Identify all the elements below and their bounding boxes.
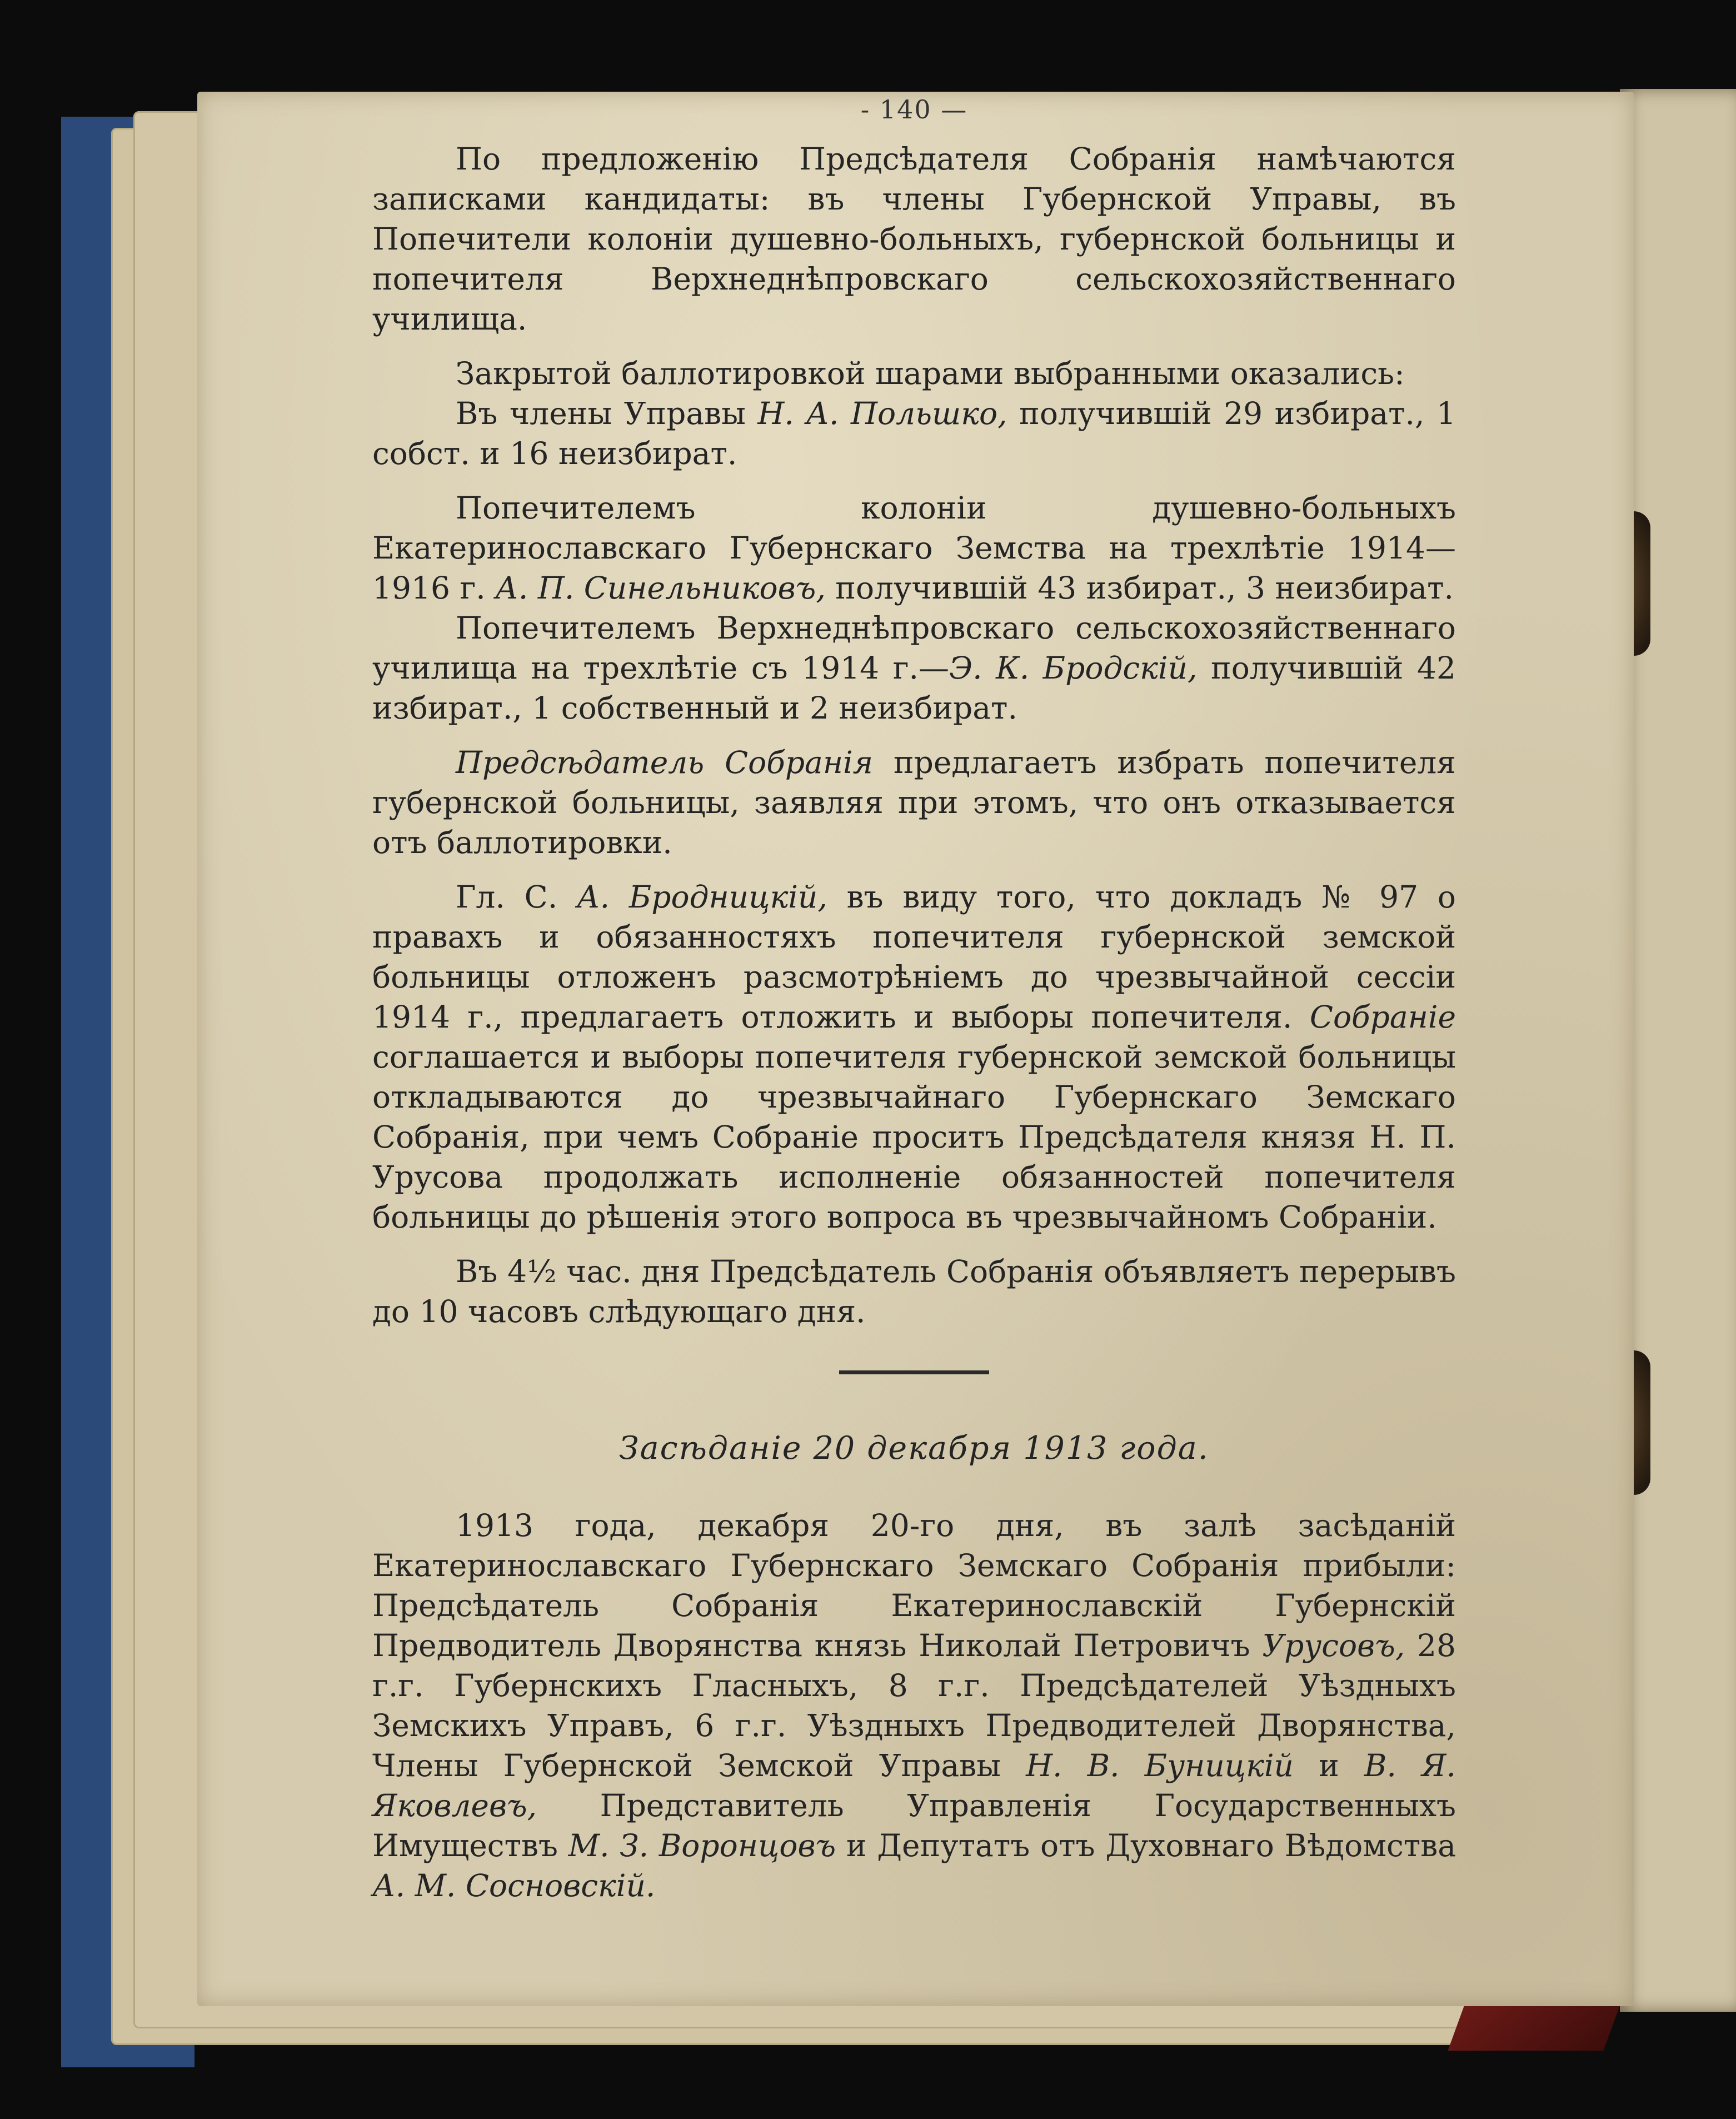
italic-name: Э. К. Бродскій,: [949, 650, 1198, 686]
italic-name: Собраніе: [1309, 999, 1456, 1035]
text-segment: Гл. С.: [456, 879, 577, 915]
italic-name: Урусовъ,: [1262, 1628, 1405, 1663]
paragraph: [372, 488, 1456, 608]
text-segment: Закрытой баллотировкой шарами выбранными оказались:: [456, 356, 1405, 391]
text-segment: предлагаетъ избрать попечителя губернской больницы, заявляя при этомъ, что онъ отказывается отъ баллотировки.: [372, 745, 1456, 860]
paragraph: [372, 608, 1456, 728]
final-paragraph-container: [372, 1505, 1456, 1906]
italic-name: А. П. Синельниковъ,: [495, 570, 826, 606]
text-segment: 1913 года, декабря 20-го дня, въ залѣ засѣданій Екатеринославскаго Губернскаго Земскаго Собранія прибыли: Предсѣдатель Собранія Екатеринославскій Губернскій Предводитель Дворянства князь Николай Петровичъ: [372, 1508, 1456, 1663]
text-segment: получившій 42 избират., 1 собственный и 2 неизбират.: [372, 650, 1456, 726]
italic-name: Предсѣдатель Собранія: [456, 745, 874, 780]
italic-name: А. М. Сосновскій.: [372, 1868, 656, 1903]
paragraph: [372, 1252, 1456, 1332]
text-segment: 28 г.г. Губернскихъ Гласныхъ, 8 г.г. Предсѣдателей Уѣздныхъ Земскихъ Управъ, 6 г.г. Уѣздныхъ Предводителей Дворянства, Члены Губернской Земской Управы: [372, 1628, 1456, 1783]
italic-name: В. Я. Яковлевъ,: [372, 1748, 1456, 1823]
text-segment: въ виду того, что докладъ № 97 о правахъ и обязанностяхъ попечителя губернской земской больницы отложенъ разсмотрѣніемъ до чрезвычайной сессіи 1914 г., предлагаетъ отложить и выборы попечителя.: [372, 879, 1456, 1035]
paragraph: [372, 353, 1456, 393]
paragraph: [372, 742, 1456, 862]
paragraph: [372, 877, 1456, 1237]
text-segment: и Депутатъ отъ Духовнаго Вѣдомства: [836, 1828, 1456, 1863]
text-segment: Попечителемъ Верхнеднѣпровскаго сельскохозяйственнаго училища на трехлѣтіе съ 1914 г.—: [372, 610, 1456, 686]
paragraph: [372, 1505, 1456, 1906]
text-segment: получившій 29 избират., 1 собст. и 16 неизбират.: [372, 396, 1456, 471]
text-segment: По предложенію Предсѣдателя Собранія намѣчаются записками кандидаты: въ члены Губернской Управы, въ Попечители колоніи душевно-больныхъ, губернской больницы и попечителя Верхнеднѣпровскаго сельскохозяйственнаго училища.: [372, 141, 1456, 337]
text-segment: Попечителемъ колоніи душевно-больныхъ Екатеринославскаго Губернскаго Земства на трехлѣтіе 1914—1916 г.: [372, 490, 1456, 606]
paragraph-list: [372, 139, 1456, 1332]
italic-name: Н. В. Буницкій: [1026, 1748, 1294, 1783]
text-segment: соглашается и выборы попечителя губернской земской больницы откладываются до чрезвычайнаго Губернскаго Земскаго Собранія, при чемъ Собраніе проситъ Предсѣдателя князя Н. П. Урусова продолжать исполненіе обязанностей попечителя больницы до рѣшенія этого вопроса въ чрезвычайномъ Собраніи.: [372, 1039, 1456, 1235]
paragraph: [372, 393, 1456, 473]
section-divider: [839, 1370, 989, 1374]
text-segment: Въ члены Управы: [456, 396, 758, 431]
italic-name: М. З. Воронцовъ: [568, 1828, 836, 1863]
text-segment: и: [1293, 1748, 1364, 1783]
page-number: - 140 —: [860, 94, 968, 124]
facing-page: [1620, 89, 1736, 2012]
session-title: Засѣданіе 20 декабря 1913 года.: [619, 1430, 1209, 1467]
italic-name: Н. А. Польшко,: [757, 396, 1007, 431]
text-segment: получившій 43 избират., 3 неизбират.: [825, 570, 1454, 606]
paragraph: [372, 139, 1456, 339]
italic-name: А. Бродницкій,: [576, 879, 827, 915]
text-segment: Представитель Управленія Государственныхъ Имуществъ: [372, 1788, 1456, 1863]
page-text: [372, 94, 1456, 1920]
text-segment: Въ 4½ час. дня Предсѣдатель Собранія объявляетъ перерывъ до 10 часовъ слѣдующаго дня.: [372, 1254, 1456, 1329]
